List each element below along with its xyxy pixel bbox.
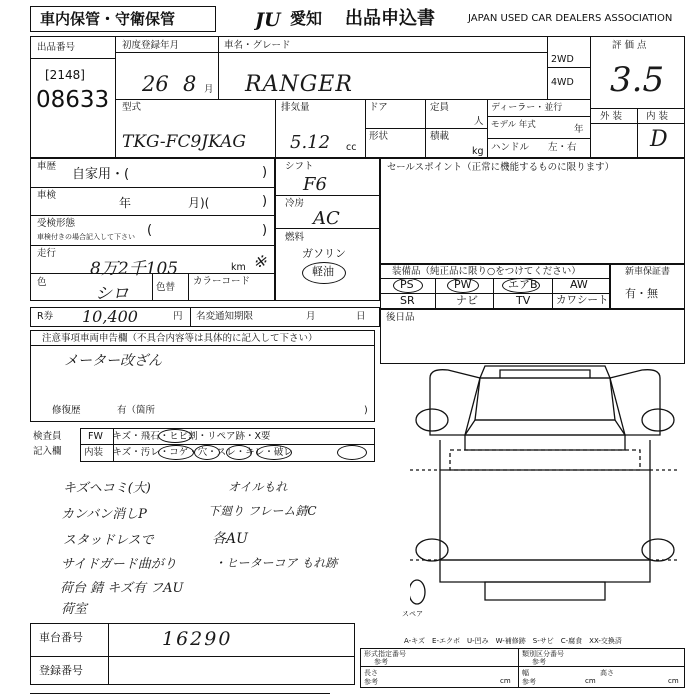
width-label: 幅 — [522, 669, 529, 677]
recycle-label: R券 — [37, 311, 54, 322]
lot-number: 08633 — [36, 87, 110, 113]
hw-note-4: 下廻り フレーム錆C — [208, 504, 317, 518]
row1-stone-circle — [158, 429, 192, 443]
inspection-close-paren: ) — [262, 194, 268, 209]
equip-navi: ナビ — [456, 294, 478, 307]
repair-value: 有（箇所 — [117, 405, 156, 416]
hw-note-3: カンバン消しP — [61, 507, 147, 522]
wheel-front-left-icon — [416, 409, 448, 431]
ju-logo — [254, 8, 290, 30]
transfer-label: 名変通知期限 — [196, 311, 254, 322]
length-ref: 参考 — [364, 678, 378, 686]
repair-close-paren: ) — [364, 405, 368, 416]
org-name: 愛知 — [290, 9, 323, 28]
org-english: JAPAN USED CAR DEALERS ASSOCIATION — [468, 13, 673, 24]
row2-burn-circle — [194, 445, 220, 460]
shift-label: シフト — [285, 161, 314, 172]
inspector-row2: 内装 キズ・汚レ・コゲ・穴・スレ・キレ・破レ — [84, 447, 293, 458]
length-label: 長さ — [364, 669, 378, 677]
mileage-value: 8万2千105 — [90, 259, 179, 279]
fuel-light-oil: 軽油 — [312, 265, 334, 278]
color-value: シロ — [95, 284, 129, 304]
inspection-year-unit: 年 — [119, 196, 132, 210]
row2-tear-circle — [337, 445, 367, 460]
lot-label: 出品番号 — [37, 42, 76, 53]
load-label: 積載 — [430, 131, 450, 142]
sales-point-label: セールスポイント（正常に機能するものに限ります） — [387, 162, 615, 173]
inspector-label: 検査員 — [33, 431, 62, 442]
equip-pw: PW — [454, 278, 472, 291]
history-value: 自家用・( — [72, 167, 130, 182]
dealer-label: ディーラー・並行 — [491, 103, 563, 113]
truck-outline-icon — [410, 366, 680, 600]
equip-airbag: エアB — [508, 278, 538, 291]
reception-close-paren: ) — [262, 223, 268, 238]
hw-note-2: オイルもれ — [228, 480, 288, 494]
model-label: 型式 — [122, 102, 142, 113]
history-label: 車歴 — [37, 161, 57, 172]
reception-label: 受検形態 — [37, 218, 76, 229]
inspector-row1: FW キズ・飛石・ヒビ割・リペア跡・X要 — [88, 431, 271, 442]
cc-unit: cc — [346, 142, 357, 153]
eval-score: 3.5 — [610, 60, 665, 100]
storage-label: 車内保管・守衛保管 — [40, 10, 176, 28]
equip-ps-circle — [393, 278, 423, 293]
equip-sr: SR — [400, 294, 415, 307]
recycle-yen: 円 — [173, 311, 183, 322]
model-year-unit: 年 — [574, 124, 584, 135]
color-change-label: 色替 — [156, 282, 176, 293]
shape-no-label: 形式指定番号 — [364, 650, 406, 658]
ju-logo-text: JU — [255, 9, 281, 30]
notes-label: 注意事項車両申告欄（不具合内容等は具体的に記入して下さい） — [42, 333, 318, 344]
chassis-label: 車台番号 — [39, 631, 83, 644]
length-cm: cm — [500, 677, 511, 685]
equip-ps: PS — [400, 278, 414, 291]
load-unit: kg — [472, 146, 484, 157]
handle-label: ハンドル — [491, 142, 530, 153]
repair-label: 修復歴 — [52, 405, 81, 416]
model-value: TKG-FC9JKAG — [122, 132, 246, 152]
model-year-label: モデル 年式 — [491, 120, 536, 130]
capacity-unit: 人 — [474, 116, 484, 127]
transfer-day-unit: 日 — [356, 311, 366, 322]
warranty-options: 有・無 — [625, 287, 658, 300]
inspection-month-unit: 月)( — [188, 196, 210, 210]
equip-airbag-circle — [502, 278, 540, 293]
fuel-label: 燃料 — [285, 232, 305, 243]
hw-note-1: キズヘコミ(大) — [63, 481, 151, 496]
mileage-label: 走行 — [37, 248, 57, 259]
transfer-month-unit: 月 — [306, 311, 316, 322]
vehicle-damage-diagram — [410, 360, 680, 620]
row2-scuff-circle — [256, 445, 292, 460]
wheel-front-right-icon — [642, 409, 674, 431]
vehicle-name: RANGER — [245, 72, 353, 97]
drive-4wd: 4WD — [551, 77, 574, 88]
interior-grade: D — [650, 127, 668, 152]
width-cm: cm — [585, 677, 596, 685]
first-reg-label: 初度登録年月 — [122, 40, 180, 51]
recycle-amount: 10,400 — [82, 307, 138, 326]
category-no-label: 類別区分番号 — [522, 650, 564, 658]
cooler-label: 冷房 — [285, 198, 305, 209]
hw-note-6: 各AU — [212, 531, 248, 547]
after-items-block — [380, 309, 685, 364]
hw-note-7: サイドガード曲がり — [61, 557, 177, 572]
eval-label: 評価点 — [612, 40, 650, 51]
color-code-label: カラーコード — [193, 276, 251, 287]
equipment-label: 装備品（純正品に限り○をつけてください） — [392, 266, 581, 277]
equip-pw-circle — [447, 278, 479, 293]
handle-options: 左・右 — [548, 142, 577, 153]
equip-kawa-seat: カワシート — [556, 294, 609, 306]
reg-year: 26 — [142, 72, 169, 96]
mileage-unit: km — [231, 262, 246, 273]
warranty-label: 新車保証書 — [625, 267, 671, 277]
wheel-rear-right-icon — [642, 539, 674, 561]
displacement-value: 5.12 — [290, 132, 331, 153]
cooler-value: AC — [313, 208, 340, 229]
row2-hole-circle — [226, 445, 252, 460]
reg-month-unit: 月 — [204, 84, 214, 95]
vehicle-name-label: 車名・グレード — [224, 40, 291, 51]
equip-aw: AW — [570, 278, 588, 291]
inspection-label: 車検 — [37, 190, 57, 201]
shift-value: F6 — [303, 174, 327, 195]
interior-label: 内装 — [646, 111, 672, 122]
drive-2wd: 2WD — [551, 54, 574, 65]
displacement-label: 排気量 — [281, 102, 310, 113]
reception-note: 車検付きの場合記入して下さい — [37, 233, 135, 241]
hw-note-10: 荷室 — [61, 602, 88, 617]
chassis-number: 16290 — [162, 628, 233, 650]
reg-month: 8 — [183, 72, 197, 96]
hw-note-9: 荷台 錆 キズ有 フAU — [60, 581, 184, 596]
wheel-rear-left-icon — [416, 539, 448, 561]
shape-no-ref: 参考 — [374, 658, 388, 666]
reception-open-paren: ( — [147, 223, 153, 238]
door-label: ドア — [369, 102, 388, 113]
notes-text: メーター改ざん — [64, 353, 162, 369]
hw-note-8: ・ヒーターコア もれ跡 — [214, 556, 338, 570]
form-title: 出品申込書 — [345, 8, 435, 29]
lot-sub-number: [2148] — [45, 68, 85, 82]
fuel-gasoline: ガソリン — [302, 247, 346, 260]
color-label: 色 — [37, 277, 47, 288]
ju-logo-icon — [254, 8, 290, 30]
equip-tv: TV — [516, 294, 531, 307]
shape-label: 形状 — [369, 131, 389, 142]
sales-point-block — [380, 158, 685, 264]
after-items-label: 後日品 — [386, 312, 415, 323]
mileage-mark: ※ — [253, 252, 267, 271]
history-close-paren: ) — [262, 165, 268, 180]
height-cm: cm — [668, 677, 679, 685]
exterior-label: 外装 — [600, 111, 626, 122]
damage-legend: A-キズ E-エクボ U-凹み W-補修跡 S-サビ C-腐食 XX-交換済 — [404, 637, 622, 645]
spare-label: スペア — [402, 610, 423, 618]
hw-note-5: スタッドレスで — [63, 533, 154, 548]
entry-label: 記入欄 — [33, 446, 62, 457]
spare-tire-icon — [410, 580, 425, 604]
reg-number-label: 登録番号 — [39, 664, 83, 677]
width-ref: 参考 — [522, 678, 536, 686]
row2-dirt-circle — [158, 445, 194, 460]
height-label: 高さ — [600, 669, 614, 677]
category-no-ref: 参考 — [532, 658, 546, 666]
capacity-label: 定員 — [430, 102, 450, 113]
